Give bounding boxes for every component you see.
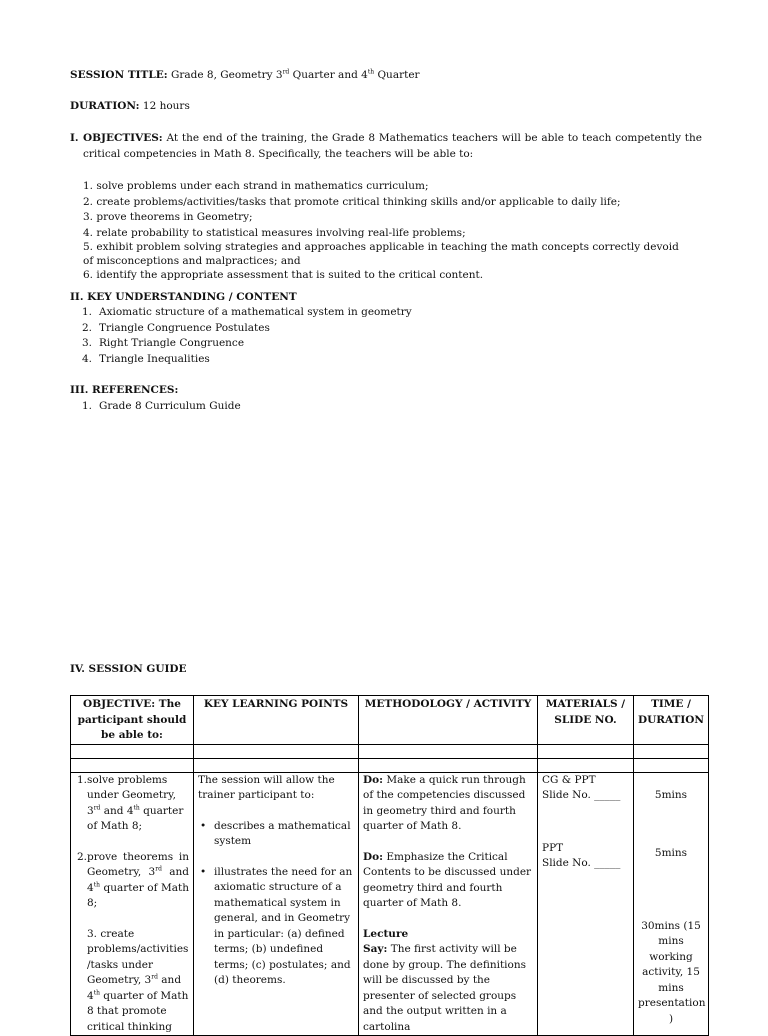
objectives-intro-block	[83, 131, 702, 162]
session-title-value: Grade 8, Geometry 3rd Quarter and 4th Quarter	[170, 68, 420, 81]
list-item: 2. Triangle Congruence Postulates	[82, 321, 270, 334]
references-heading: III. REFERENCES:	[70, 384, 179, 396]
key-points-intro: The session will allow the trainer participant to:	[198, 773, 335, 801]
session-title-label: SESSION TITLE:	[70, 69, 168, 81]
references-list	[82, 399, 682, 415]
duration-label: DURATION:	[70, 100, 140, 112]
list-item: 4. Triangle Inequalities	[82, 352, 210, 365]
session-objective-1: 1.solve problems under Geometry, 3rd and 4th quarter of Math 8;	[77, 773, 184, 832]
methodology-step-1: Do: Make a quick run through of the competencies discussed in geometry third and fourth quarter of Math 8.	[363, 773, 526, 832]
list-item: 1. Axiomatic structure of a mathematical system in geometry	[82, 306, 412, 318]
column-header-materials: MATERIALS / SLIDE NO.	[538, 696, 634, 745]
session-objective-3: 3. create problems/activities /tasks under Geometry, 3rd and 4th quarter of Math 8 that promote critical thinking	[87, 927, 189, 1033]
materials-item-2: PPT Slide No. _____	[542, 841, 621, 869]
objective-item: 1. solve problems under each strand in mathematics curriculum;	[83, 180, 429, 192]
column-header-key-points: KEY LEARNING POINTS	[194, 696, 359, 745]
methodology-cell	[359, 772, 538, 1036]
methodology-say: Say: The first activity will be done by group. The definitions will be discussed by the presenter of selected groups and the output written in a cartolina	[363, 943, 526, 1033]
methodology-step-2: Do: Emphasize the Critical Contents to be discussed under geometry third and fourth quarter of Math 8.	[363, 850, 532, 909]
table-row	[71, 758, 709, 772]
column-header-time: TIME / DURATION	[634, 696, 709, 745]
list-item: 1. Grade 8 Curriculum Guide	[82, 400, 241, 412]
session-duration	[70, 99, 700, 115]
session-objective-2: 2.prove theorems in Geometry, 3rd and 4th quarter of Math 8;	[77, 850, 189, 909]
list-item: • describes a mathematical system	[214, 819, 354, 850]
objective-item: 4. relate probability to statistical measures involving real-life problems;	[83, 226, 466, 239]
session-title	[70, 68, 700, 84]
objectives-heading-num: I.	[70, 132, 79, 144]
table-header-row	[71, 696, 709, 745]
table-row	[71, 744, 709, 758]
objective-item: 5. exhibit problem solving strategies and approaches applicable in teaching the math concepts correctly devoid of misconceptions and malpractices; and	[83, 241, 679, 267]
session-guide-heading: IV. SESSION GUIDE	[70, 663, 187, 675]
objectives-intro: At the end of the training, the Grade 8 Mathematics teachers will be able to teach competently the critical competencies in Math 8. Specifically, the teachers will be able to:	[83, 132, 702, 160]
time-value-2: 5mins	[654, 847, 688, 859]
materials-cell	[538, 772, 634, 1036]
objectives-heading: OBJECTIVES:	[83, 132, 163, 144]
objectives-cell	[71, 772, 194, 1036]
column-header-objective: OBJECTIVE: The participant should be able to:	[71, 696, 194, 745]
objective-item: 3. prove theorems in Geometry;	[83, 211, 253, 223]
time-value-3: 30mins (15 mins working activity, 15 mins presentation )	[638, 919, 706, 1025]
column-header-methodology: METHODOLOGY / ACTIVITY	[359, 696, 538, 745]
key-points-cell	[194, 772, 359, 1036]
materials-item-1: CG & PPT Slide No. _____	[542, 773, 621, 801]
key-understanding-list	[82, 305, 682, 367]
table-row	[71, 772, 709, 1036]
objective-item: 2. create problems/activities/tasks that promote critical thinking skills and/or applicable to daily life;	[83, 195, 621, 208]
key-understanding-heading: II. KEY UNDERSTANDING / CONTENT	[70, 291, 297, 303]
time-value-1: 5mins	[654, 788, 688, 801]
list-item: • illustrates the need for an axiomatic structure of a mathematical system in general, and in Geometry in particular: (a) defined terms; (b) undefined terms; (c) postulates; and (d) theorems.	[214, 865, 354, 989]
time-cell	[634, 772, 709, 1036]
key-points-list	[198, 819, 354, 989]
objectives-list	[83, 179, 683, 284]
objective-item: 6. identify the appropriate assessment that is suited to the critical content.	[83, 269, 484, 281]
duration-value: 12 hours	[142, 100, 190, 112]
methodology-lecture-label: Lecture	[363, 927, 409, 940]
objectives-section	[70, 131, 702, 162]
session-guide-table	[70, 695, 709, 1036]
list-item: 3. Right Triangle Congruence	[82, 337, 245, 349]
